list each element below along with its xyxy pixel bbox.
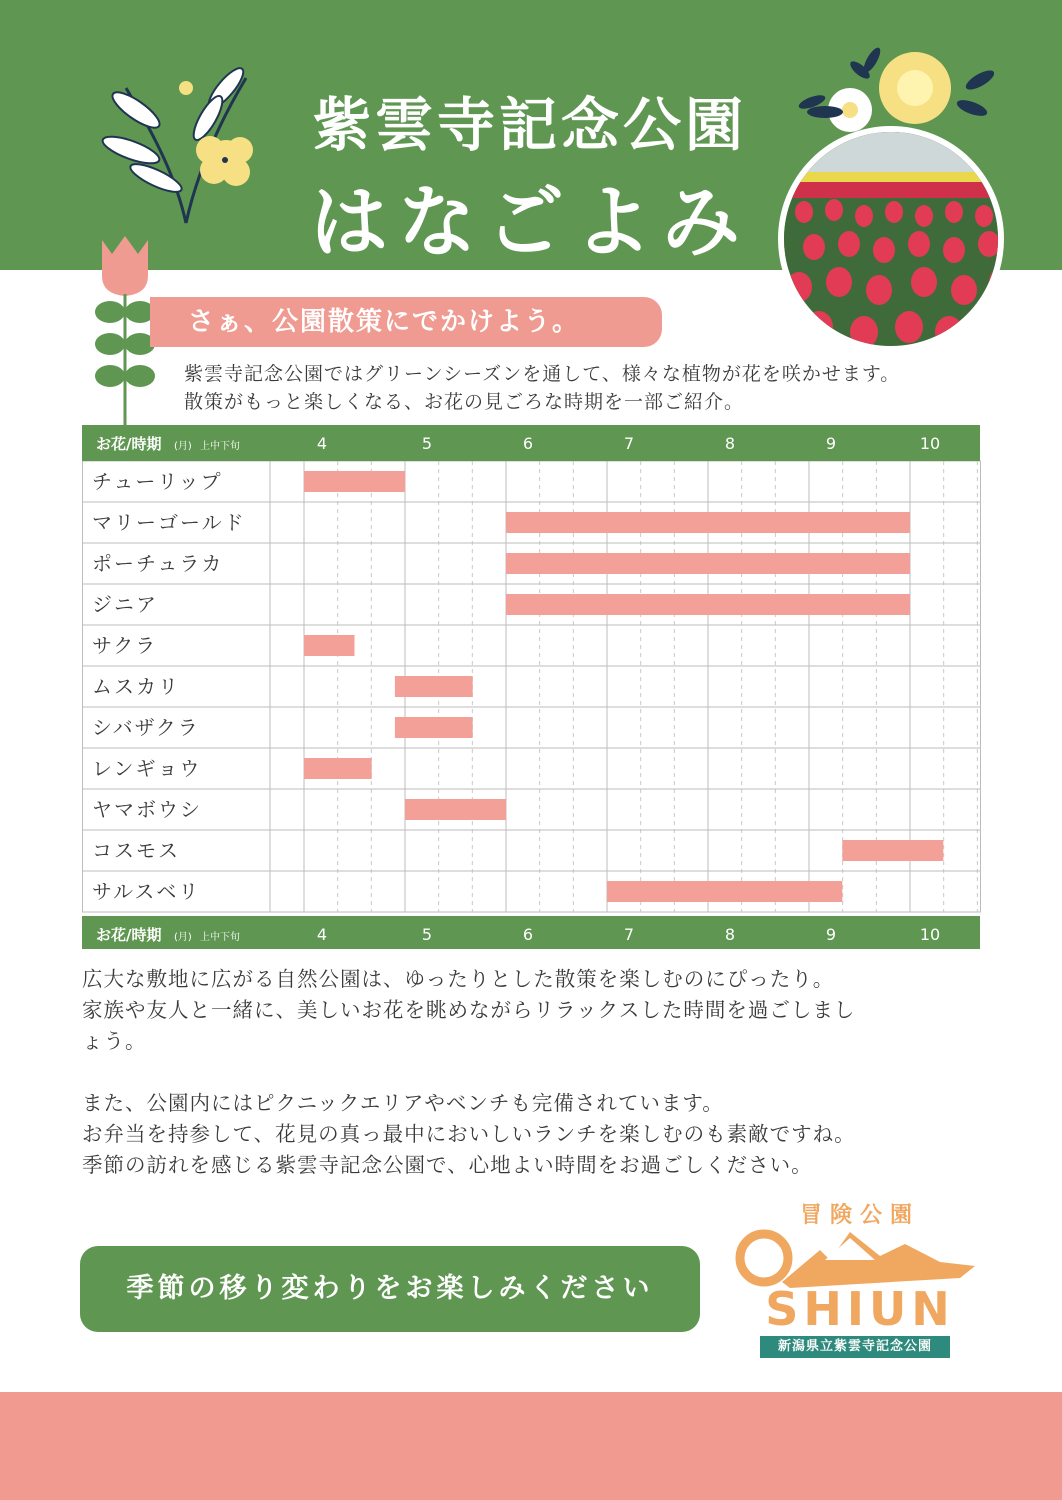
- bloom-bar: [506, 594, 910, 615]
- intro-heading: さぁ、公園散策にでかけよう。: [150, 297, 662, 347]
- intro-line: 紫雲寺記念公園ではグリーンシーズンを通して、様々な植物が花を咲かせます。: [184, 363, 901, 385]
- bloom-bar: [405, 799, 506, 820]
- body-line: ょう。: [82, 1029, 147, 1053]
- tulip-stem-illustration: [92, 232, 158, 428]
- month-tick-label: 9: [825, 434, 837, 453]
- bloom-bar: [304, 471, 405, 492]
- header-label: お花/時期: [96, 435, 162, 453]
- month-tick-label: 7: [623, 925, 635, 944]
- month-tick-label: 4: [316, 925, 328, 944]
- month-tick-label: 5: [421, 925, 433, 944]
- month-tick-label: 8: [724, 925, 736, 944]
- body-text: [82, 964, 982, 1212]
- body-line: お弁当を持参して、花見の真っ最中においしいランチを楽しむのも素敵ですね。: [82, 1122, 856, 1146]
- bloom-bar: [842, 840, 943, 861]
- flower-name: レンギョウ: [92, 756, 202, 781]
- flower-cluster-illustration: [790, 40, 1000, 140]
- bloom-bar: [395, 676, 473, 697]
- body-line: 家族や友人と一緒に、美しいお花を眺めながらリラックスした時間を過ごしまし: [82, 998, 856, 1022]
- month-tick-label: 8: [724, 434, 736, 453]
- flower-name: サクラ: [92, 633, 158, 658]
- header-unit: (月): [174, 441, 192, 452]
- bloom-bar: [506, 553, 910, 574]
- paragraph-1: [82, 964, 982, 1057]
- flower-name: ヤマボウシ: [92, 797, 202, 822]
- month-tick-label: 5: [421, 434, 433, 453]
- body-line: 広大な敷地に広がる自然公園は、ゆったりとした散策を楽しむのにぴったり。: [82, 967, 835, 991]
- month-tick-label: 6: [522, 925, 534, 944]
- page-subtitle: はなごよみ: [309, 178, 750, 268]
- month-tick-label: 10: [919, 434, 941, 453]
- flower-calendar-chart: [82, 425, 982, 949]
- flower-name: シバザクラ: [92, 715, 200, 740]
- header-label: お花/時期: [96, 926, 162, 944]
- bloom-bar: [395, 717, 473, 738]
- intro-text: [184, 360, 900, 416]
- header-sub: 上中下旬: [200, 441, 240, 452]
- body-line: また、公園内にはピクニックエリアやベンチも完備されています。: [82, 1091, 724, 1115]
- page-title: 紫雲寺記念公園: [312, 91, 747, 159]
- leaf-branch-illustration: [96, 58, 266, 228]
- bloom-bar: [304, 635, 355, 656]
- month-tick-label: 9: [825, 925, 837, 944]
- flower-name: ムスカリ: [92, 674, 180, 699]
- flower-name: コスモス: [92, 838, 180, 863]
- cta-banner: 季節の移り変わりをお楽しみください: [80, 1246, 700, 1332]
- shiun-park-logo: [730, 1196, 990, 1362]
- month-tick-label: 6: [522, 434, 534, 453]
- footer-band: [0, 1392, 1062, 1500]
- paragraph-2: [82, 1088, 982, 1181]
- tulip-field-photo: [778, 126, 1004, 352]
- bloom-bar: [607, 881, 842, 902]
- flower-name: マリーゴールド: [92, 510, 246, 535]
- month-tick-label: 4: [316, 434, 328, 453]
- logo-main-text: SHIUN: [765, 1282, 955, 1336]
- logo-top-text: 冒険公園: [799, 1203, 920, 1228]
- bloom-bar: [304, 758, 372, 779]
- header-unit: (月): [174, 932, 192, 943]
- header-sub: 上中下旬: [200, 932, 240, 943]
- flower-name: サルスベリ: [92, 879, 201, 904]
- logo-house-icon: [730, 1226, 990, 1290]
- bloom-bar: [506, 512, 910, 533]
- flower-name: チューリップ: [92, 469, 223, 494]
- body-line: 季節の訪れを感じる紫雲寺記念公園で、心地よい時間をお過ごしください。: [82, 1153, 813, 1177]
- logo-sub-text: 新潟県立紫雲寺記念公園: [760, 1336, 950, 1358]
- intro-line: 散策がもっと楽しくなる、お花の見ごろな時期を一部ご紹介。: [184, 391, 745, 413]
- flower-name: ポーチュラカ: [92, 551, 224, 576]
- month-tick-label: 10: [919, 925, 941, 944]
- flower-name: ジニア: [92, 592, 158, 617]
- month-tick-label: 7: [623, 434, 635, 453]
